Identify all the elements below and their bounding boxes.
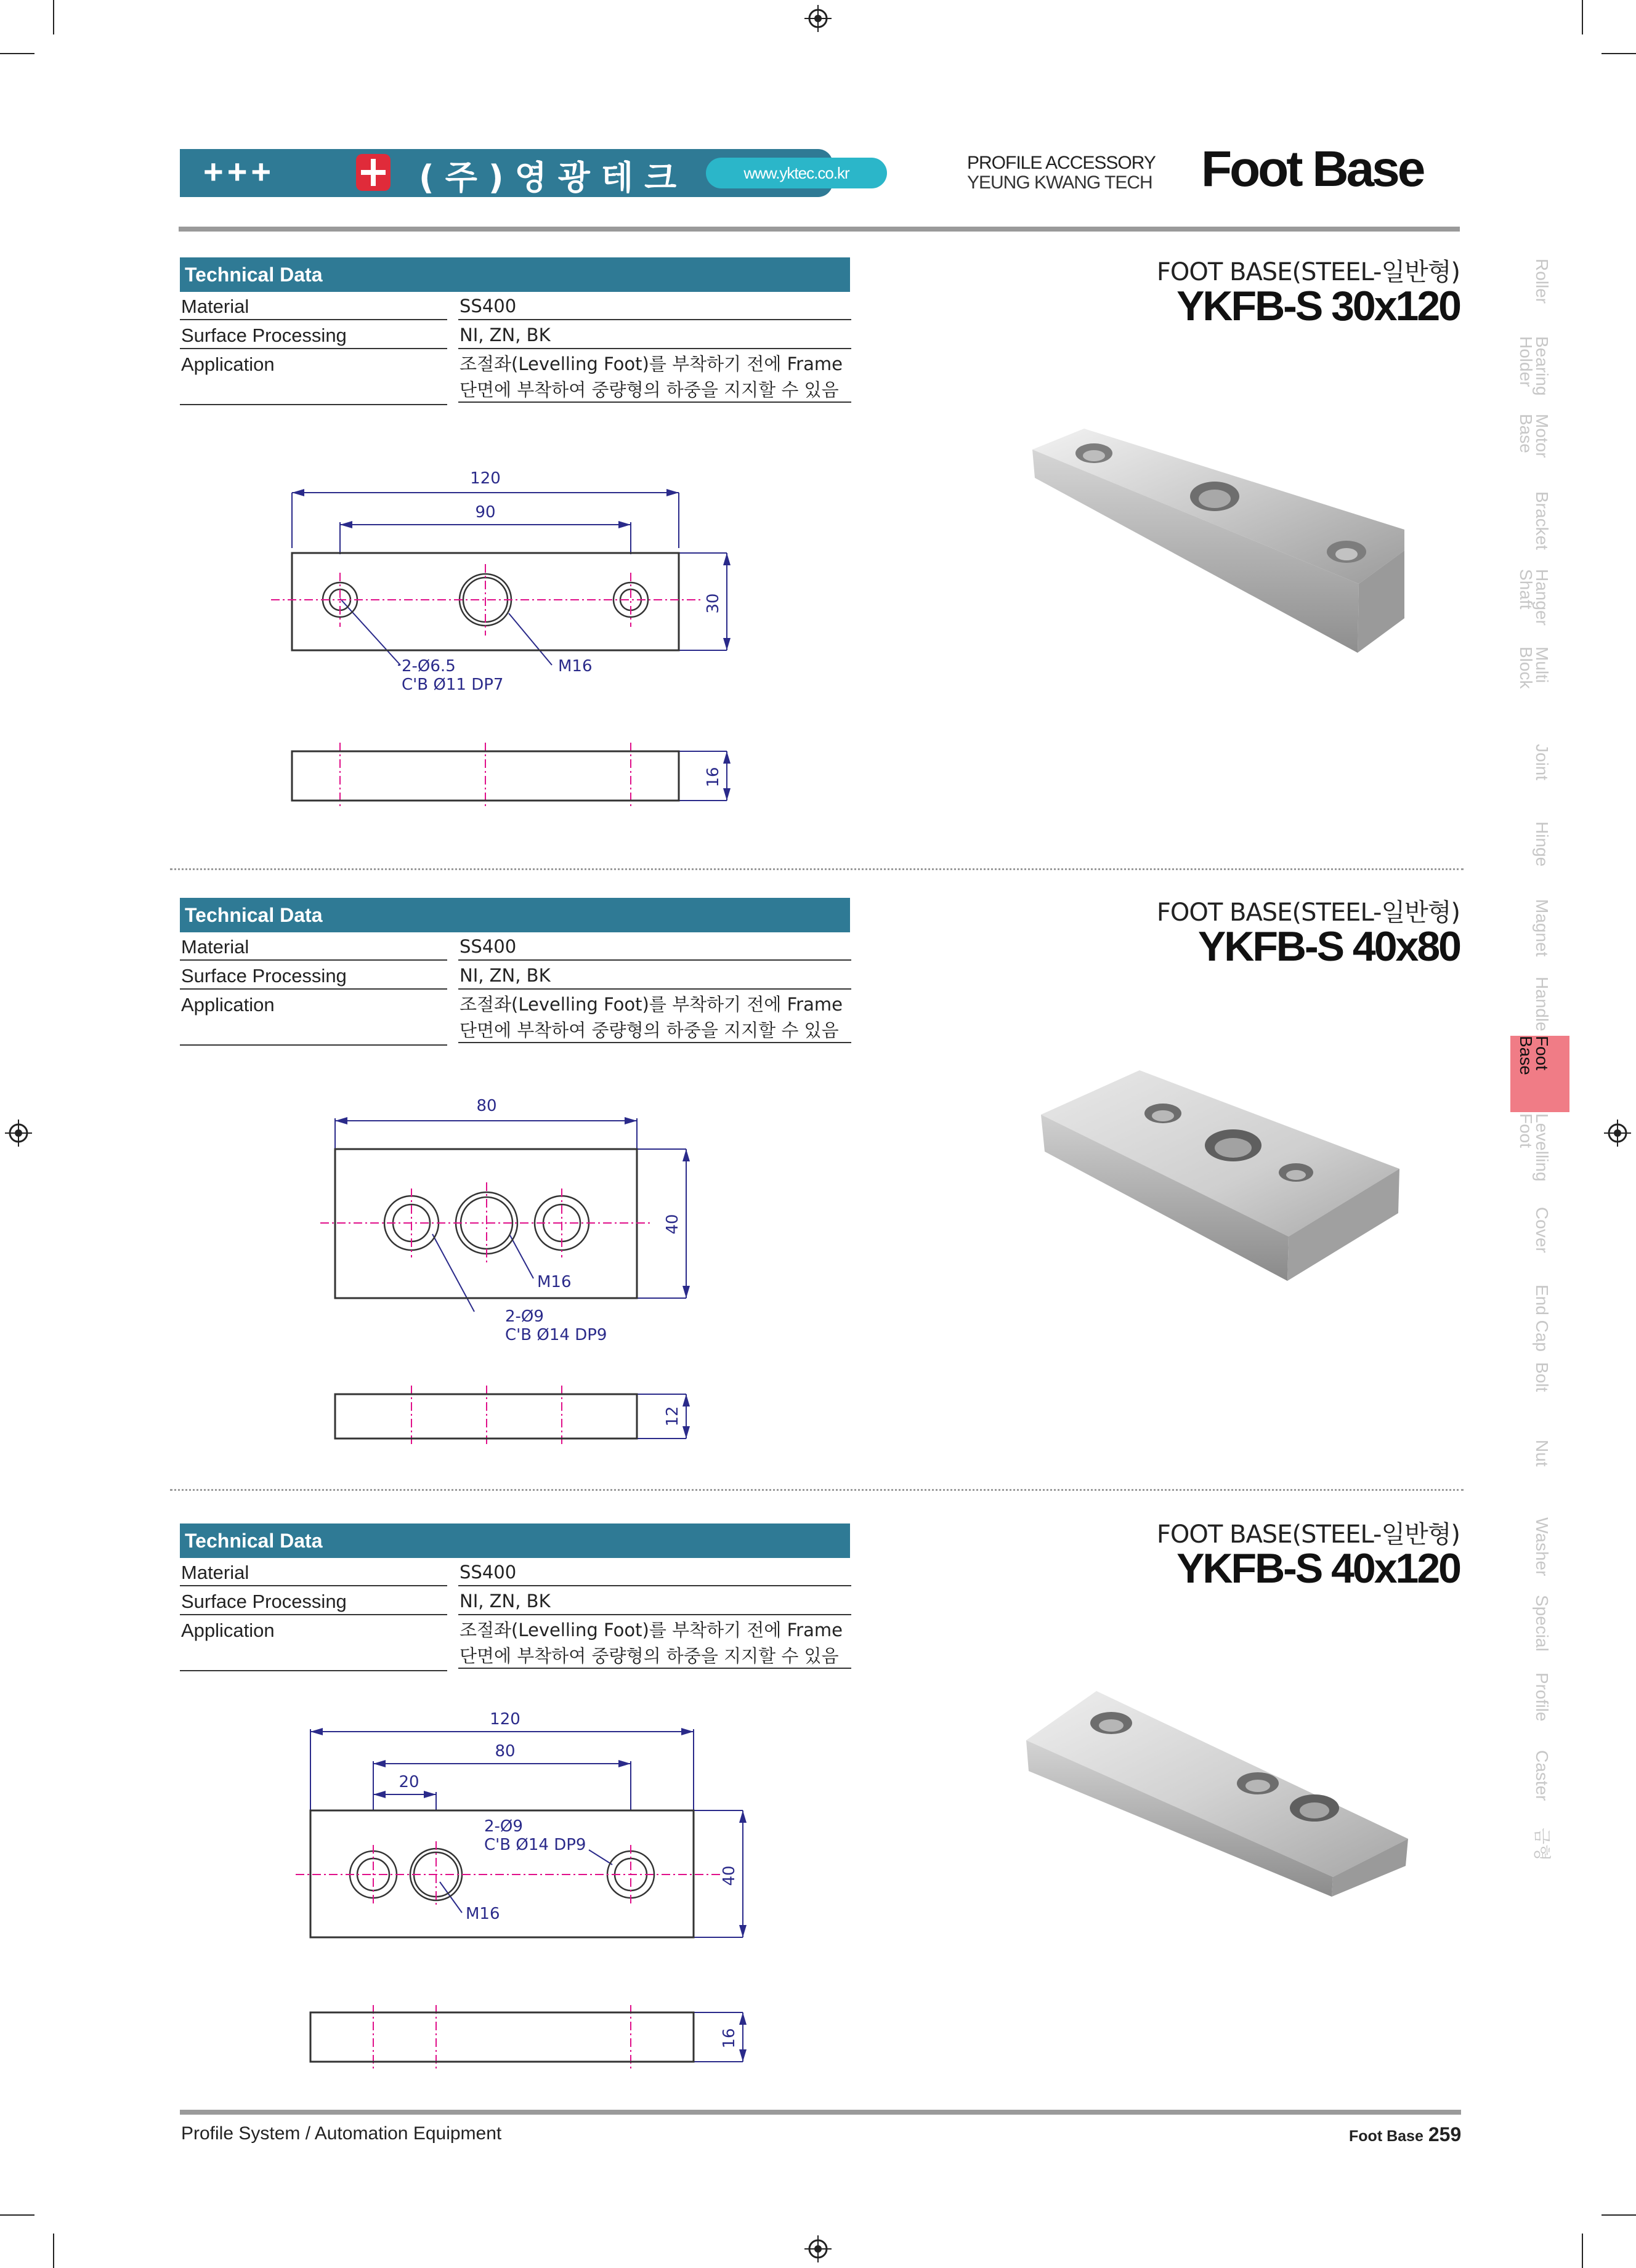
- side-tab-label: Bearing Holder: [1517, 336, 1552, 396]
- side-tab-label: Bracket: [1533, 491, 1552, 550]
- crop-mark: [1582, 0, 1583, 34]
- application-label: Application: [180, 1616, 447, 1671]
- side-tab-label: Levelling Foot: [1517, 1113, 1552, 1182]
- dimension-thickness: 16: [704, 767, 723, 788]
- side-tab-label: Caster: [1533, 1750, 1552, 1801]
- dimension-pitch: 90: [475, 503, 496, 522]
- side-tab-label: Hanger Shaft: [1517, 569, 1552, 626]
- material-value: SS400: [458, 292, 851, 320]
- surface-label: Surface Processing: [180, 961, 447, 990]
- application-value: [458, 350, 851, 403]
- surface-value: NI, ZN, BK: [458, 1587, 851, 1615]
- section-divider: [170, 1489, 1464, 1491]
- tagline-line1: PROFILE ACCESSORY: [967, 153, 1156, 173]
- side-tab-16[interactable]: [1510, 1517, 1569, 1595]
- logo-symbol: +++: [203, 152, 275, 191]
- side-tab-label: Special: [1533, 1595, 1552, 1652]
- material-label: Material: [180, 932, 447, 961]
- technical-data-table: [180, 898, 850, 1046]
- side-view-outline: [310, 2012, 694, 2062]
- application-line: 단면에 부착하여 중량형의 하중을 지지할 수 있음: [460, 1645, 839, 1666]
- product-photo: [1016, 1681, 1423, 1903]
- side-tab-label: Motor Base: [1517, 414, 1552, 458]
- side-tab-6[interactable]: [1510, 744, 1569, 821]
- product-title: YKFB-S 40x80: [1197, 923, 1460, 970]
- registration-mark: [804, 2235, 832, 2262]
- table-heading: Technical Data: [180, 1523, 850, 1558]
- registration-mark: [804, 5, 832, 32]
- application-line: 조절좌(Levelling Foot)를 부착하기 전에 Frame: [460, 994, 843, 1015]
- company-logo-icon: [356, 154, 391, 191]
- side-tab-7[interactable]: [1510, 821, 1569, 899]
- dimension-thickness: 16: [720, 2028, 739, 2049]
- product-title: YKFB-S 40x120: [1176, 1545, 1460, 1592]
- material-value: SS400: [458, 1558, 851, 1586]
- section-divider: [170, 868, 1464, 870]
- side-tab-label: Multi Block: [1517, 647, 1552, 689]
- application-line: 단면에 부착하여 중량형의 하중을 지지할 수 있음: [460, 379, 839, 400]
- dimension-thickness: 12: [663, 1406, 682, 1427]
- side-tab-label: Magnet: [1533, 899, 1552, 957]
- side-tab-10[interactable]: [1510, 1036, 1569, 1112]
- product-subtitle: FOOT BASE(STEEL-일반형): [1156, 258, 1460, 286]
- side-tab-5[interactable]: [1510, 647, 1569, 724]
- surface-value: NI, ZN, BK: [458, 961, 851, 990]
- side-tab-label: Joint: [1533, 744, 1552, 781]
- website-link[interactable]: www.yktec.co.kr: [706, 158, 887, 188]
- hole-callout: 2-Ø6.5: [402, 657, 456, 676]
- page-number: 259: [1428, 2123, 1462, 2145]
- side-tab-0[interactable]: [1510, 259, 1569, 336]
- dimension-overall: 80: [476, 1097, 497, 1115]
- technical-drawing: [271, 456, 751, 813]
- crop-mark: [1602, 2214, 1636, 2216]
- company-name: (주)영광테크: [419, 158, 688, 197]
- product-photo: [1022, 1059, 1417, 1287]
- application-label: Application: [180, 990, 447, 1046]
- technical-drawing: [320, 1090, 702, 1447]
- crop-mark: [1582, 2234, 1583, 2268]
- side-tab-18[interactable]: [1510, 1673, 1569, 1750]
- table-heading: Technical Data: [180, 898, 850, 932]
- side-tab-3[interactable]: [1510, 491, 1569, 569]
- footer-category: Profile System / Automation Equipment: [181, 2123, 502, 2144]
- hole-callout: C'B Ø14 DP9: [505, 1326, 607, 1344]
- registration-mark: [1604, 1120, 1631, 1147]
- hole-callout: C'B Ø11 DP7: [402, 676, 504, 694]
- product-photo: [1010, 419, 1417, 665]
- dimension-overall: 120: [490, 1710, 520, 1729]
- side-tab-label: Bolt: [1533, 1362, 1552, 1392]
- material-label: Material: [180, 292, 447, 320]
- dimension-overall: 120: [470, 469, 501, 488]
- application-value: [458, 1616, 851, 1669]
- surface-label: Surface Processing: [180, 321, 447, 349]
- hole-callout: C'B Ø14 DP9: [484, 1836, 586, 1854]
- side-tab-label: Roller: [1533, 259, 1552, 304]
- table-heading: Technical Data: [180, 257, 850, 292]
- side-navigation: [1510, 259, 1569, 1934]
- material-label: Material: [180, 1558, 447, 1586]
- thread-callout: M16: [466, 1905, 500, 1923]
- footer-section: Foot Base: [1349, 2128, 1423, 2145]
- dimension-pitch: 80: [495, 1742, 516, 1761]
- technical-data-table: [180, 1523, 850, 1671]
- side-tab-20[interactable]: [1510, 1828, 1569, 1905]
- application-line: 조절좌(Levelling Foot)를 부착하기 전에 Frame: [460, 1620, 843, 1640]
- product-title: YKFB-S 30x120: [1176, 283, 1460, 329]
- side-tab-17[interactable]: [1510, 1595, 1569, 1673]
- application-value: [458, 990, 851, 1043]
- dimension-offset: 20: [399, 1773, 419, 1791]
- crop-mark: [53, 2234, 54, 2268]
- side-tab-4[interactable]: [1510, 569, 1569, 647]
- footer-page-info: [1349, 2123, 1461, 2146]
- side-tab-label: End Cap: [1533, 1285, 1552, 1352]
- crop-mark: [1602, 53, 1636, 54]
- crop-mark: [53, 0, 54, 34]
- side-tab-11[interactable]: [1510, 1113, 1569, 1191]
- side-tab-12[interactable]: [1510, 1207, 1569, 1285]
- crop-mark: [0, 2214, 34, 2216]
- product-subtitle: FOOT BASE(STEEL-일반형): [1156, 1520, 1460, 1549]
- side-tab-label: Washer: [1533, 1517, 1552, 1576]
- crop-mark: [0, 53, 34, 54]
- side-tab-label: Foot Base: [1517, 1036, 1552, 1075]
- page-title: Foot Base: [1201, 141, 1423, 197]
- surface-label: Surface Processing: [180, 1587, 447, 1615]
- side-tab-14[interactable]: [1510, 1362, 1569, 1440]
- dimension-width: 40: [663, 1214, 682, 1235]
- application-label: Application: [180, 350, 447, 405]
- hole-callout: 2-Ø9: [505, 1307, 544, 1326]
- side-tab-label: Handle: [1533, 977, 1552, 1031]
- side-tab-13[interactable]: [1510, 1285, 1569, 1362]
- application-line: 단면에 부착하여 중량형의 하중을 지지할 수 있음: [460, 1020, 839, 1041]
- thread-callout: M16: [558, 657, 593, 676]
- header-divider: [179, 227, 1460, 232]
- registration-mark: [5, 1120, 32, 1147]
- side-tab-15[interactable]: [1510, 1440, 1569, 1517]
- dimension-width: 40: [720, 1865, 739, 1886]
- footer-divider: [180, 2110, 1461, 2115]
- tagline-line2: YEUNG KWANG TECH: [967, 172, 1152, 193]
- side-tab-label: Hinge: [1533, 821, 1552, 867]
- product-subtitle: FOOT BASE(STEEL-일반형): [1156, 898, 1460, 927]
- dimension-width: 30: [704, 593, 723, 614]
- side-tab-label: Profile: [1533, 1673, 1552, 1722]
- side-tab-2[interactable]: [1510, 414, 1569, 491]
- side-tab-label: Cover: [1533, 1207, 1552, 1253]
- side-tab-8[interactable]: [1510, 899, 1569, 977]
- technical-data-table: [180, 257, 850, 405]
- side-tab-19[interactable]: [1510, 1750, 1569, 1828]
- hole-callout: 2-Ø9: [484, 1817, 523, 1836]
- side-tab-label: Nut: [1533, 1440, 1552, 1467]
- side-tab-1[interactable]: [1510, 336, 1569, 414]
- surface-value: NI, ZN, BK: [458, 321, 851, 349]
- technical-drawing: [296, 1700, 751, 2069]
- thread-callout: M16: [537, 1273, 572, 1291]
- application-line: 조절좌(Levelling Foot)를 부착하기 전에 Frame: [460, 353, 843, 374]
- side-tab-label: 금형: [1533, 1828, 1552, 1862]
- material-value: SS400: [458, 932, 851, 961]
